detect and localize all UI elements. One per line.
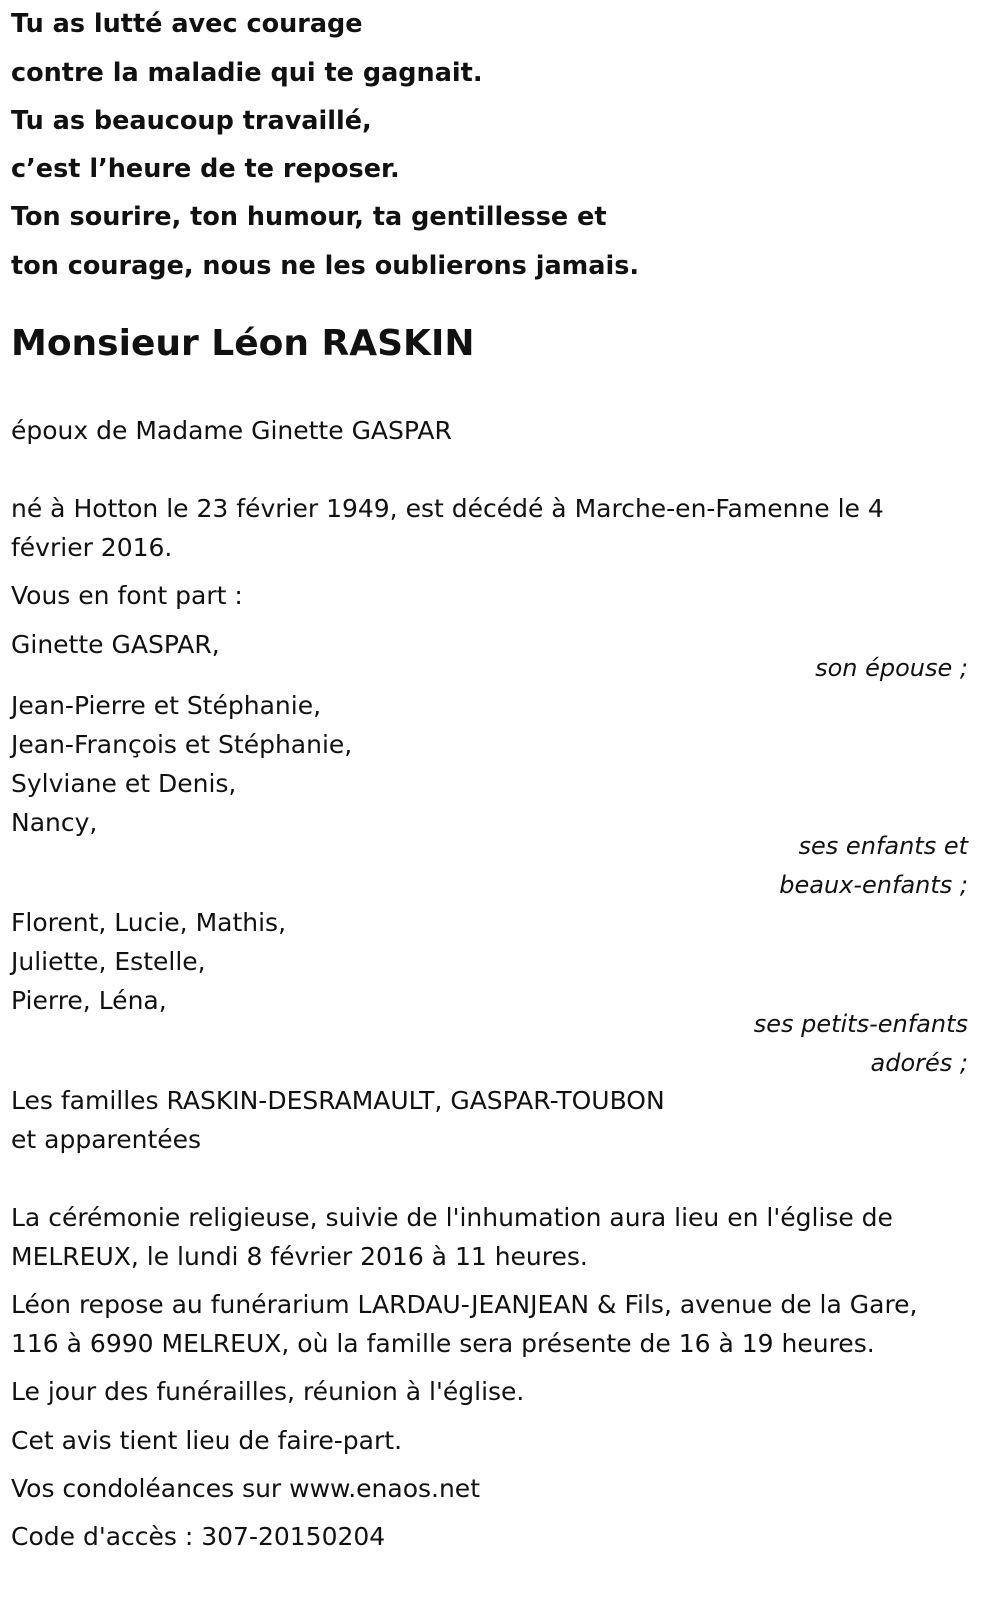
condolences-line: Vos condoléances sur www.enaos.net <box>11 1474 480 1503</box>
relation-label: son épouse ; <box>815 654 968 682</box>
relation-label: adorés ; <box>870 1049 968 1077</box>
relation-label: ses enfants et <box>798 832 968 860</box>
notice-line: Cet avis tient lieu de faire-part. <box>11 1426 403 1455</box>
birth-death-line: février 2016. <box>11 533 173 562</box>
poem-line: Tu as beaucoup travaillé, <box>11 106 372 136</box>
family-name-line: Jean-François et Stéphanie, <box>11 730 353 759</box>
birth-death-line: né à Hotton le 23 février 1949, est décédé à Marche-en-Famenne le 4 <box>11 494 884 523</box>
family-name-line: Florent, Lucie, Mathis, <box>11 908 287 937</box>
family-name-line: Nancy, <box>11 808 98 837</box>
funerarium-line: Léon repose au funérarium LARDAU-JEANJEAN & Fils, avenue de la Gare, <box>11 1290 918 1319</box>
spouse-line: époux de Madame Ginette GASPAR <box>11 416 452 445</box>
poem-line: Tu as lutté avec courage <box>11 9 363 39</box>
families-line: et apparentées <box>11 1125 202 1154</box>
poem-line: ton courage, nous ne les oublierons jamais. <box>11 251 640 281</box>
announcers-intro: Vous en font part : <box>11 581 243 610</box>
poem-line: contre la maladie qui te gagnait. <box>11 58 483 88</box>
family-name-line: Juliette, Estelle, <box>11 947 206 976</box>
ceremony-line: La cérémonie religieuse, suivie de l'inhumation aura lieu en l'église de <box>11 1203 893 1232</box>
poem-line: c’est l’heure de te reposer. <box>11 154 400 184</box>
ceremony-line: MELREUX, le lundi 8 février 2016 à 11 heures. <box>11 1242 588 1271</box>
family-name-line: Ginette GASPAR, <box>11 630 220 659</box>
relation-label: beaux-enfants ; <box>779 871 968 899</box>
family-name-line: Jean-Pierre et Stéphanie, <box>11 691 322 720</box>
family-name-line: Pierre, Léna, <box>11 986 167 1015</box>
relation-label: ses petits-enfants <box>753 1010 968 1038</box>
access-code-line: Code d'accès : 307-20150204 <box>11 1522 386 1551</box>
funeral-day-line: Le jour des funérailles, réunion à l'église. <box>11 1377 525 1406</box>
families-line: Les familles RASKIN-DESRAMAULT, GASPAR-TOUBON <box>11 1086 665 1115</box>
deceased-name: Monsieur Léon RASKIN <box>11 323 475 364</box>
poem-line: Ton sourire, ton humour, ta gentillesse et <box>11 202 607 232</box>
funerarium-line: 116 à 6990 MELREUX, où la famille sera présente de 16 à 19 heures. <box>11 1329 875 1358</box>
family-name-line: Sylviane et Denis, <box>11 769 237 798</box>
